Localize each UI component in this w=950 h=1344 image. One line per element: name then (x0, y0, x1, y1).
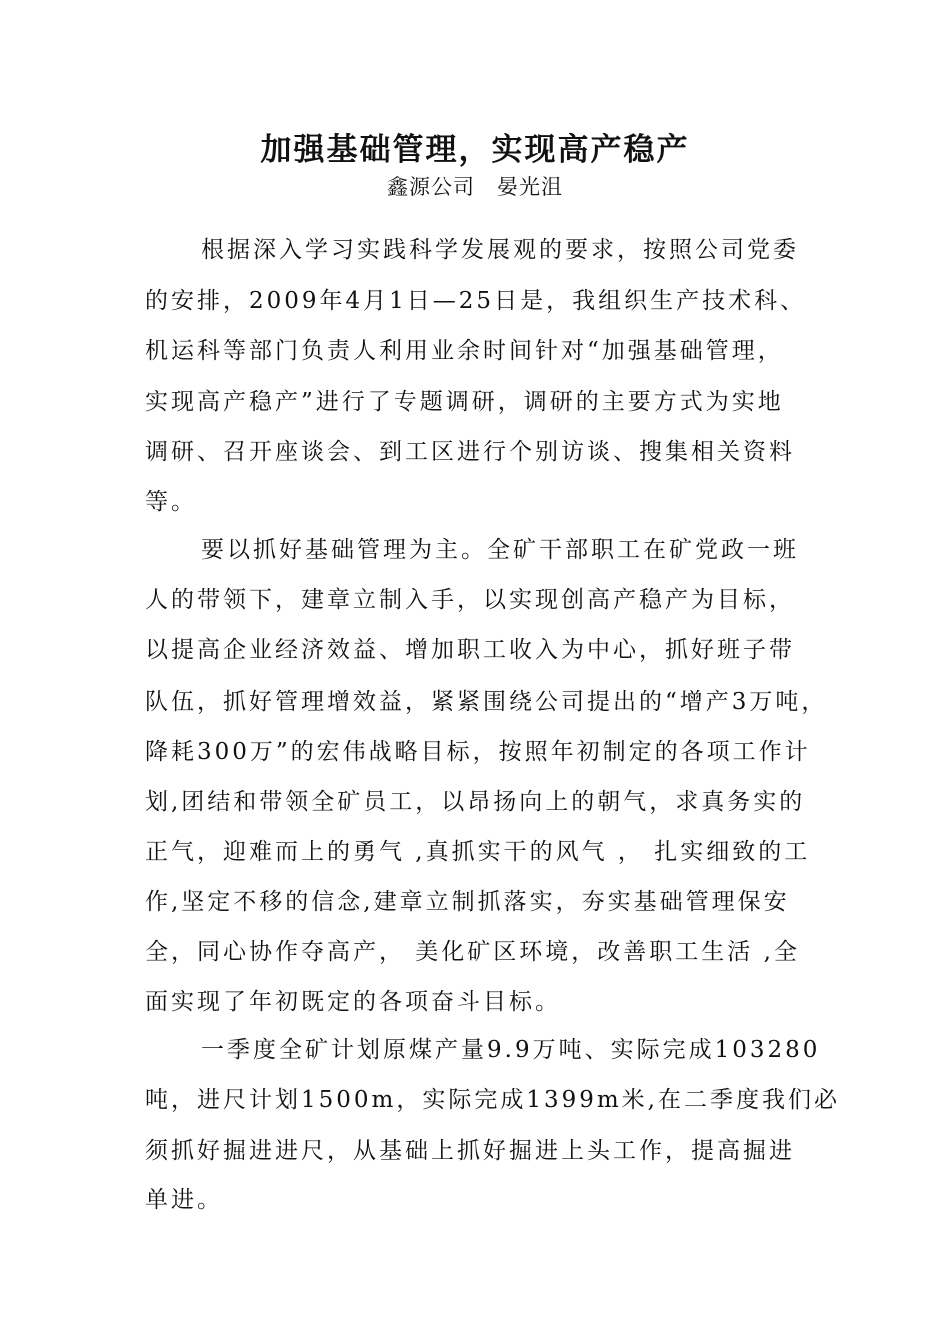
document-byline: 鑫源公司 晏光沮 (387, 175, 563, 199)
paragraph-2-line-6: 划,团结和带领全矿员工，以昂扬向上的朝气，求真务实的 (145, 789, 806, 815)
paragraph-2-line-2: 人的带领下，建章立制入手，以实现创高产稳产为目标， (145, 587, 795, 613)
paragraph-2-line-5: 降耗300万”的宏伟战略目标，按照年初制定的各项工作计 (145, 739, 811, 765)
paragraph-1-line-3: 机运科等部门负责人利用业余时间针对“加强基础管理， (145, 338, 784, 364)
paragraph-1-line-1: 根据深入学习实践科学发展观的要求，按照公司党委 (201, 237, 799, 263)
paragraph-2-line-1: 要以抓好基础管理为主。全矿干部职工在矿党政一班 (201, 537, 799, 563)
paragraph-2-line-9: 全，同心协作夺高产， 美化矿区环境，改善职工生活 ,全 (145, 939, 800, 965)
paragraph-1-line-6: 等。 (145, 489, 197, 515)
paragraph-3-line-4: 单进。 (145, 1187, 223, 1213)
document-title: 加强基础管理，实现高产稳产 (260, 132, 690, 168)
paragraph-3-line-2: 吨，进尺计划1500m，实际完成1399m米,在二季度我们必 (145, 1087, 840, 1113)
paragraph-2-line-4: 队伍，抓好管理增效益，紧紧围绕公司提出的“增产3万吨， (145, 689, 828, 715)
paragraph-2-line-10: 面实现了年初既定的各项奋斗目标。 (145, 989, 561, 1015)
paragraph-3-line-3: 须抓好掘进进尺，从基础上抓好掘进上头工作，提高掘进 (145, 1138, 795, 1164)
paragraph-3-line-1: 一季度全矿计划原煤产量9.9万吨、实际完成103280 (201, 1037, 821, 1063)
paragraph-1-line-2: 的安排，2009年4月1日—25日是，我组织生产技术科、 (145, 288, 807, 314)
paragraph-1-line-4: 实现高产稳产”进行了专题调研，调研的主要方式为实地 (145, 389, 784, 415)
paragraph-2-line-3: 以提高企业经济效益、增加职工收入为中心，抓好班子带 (145, 637, 795, 663)
paragraph-2-line-8: 作,坚定不移的信念,建章立制抓落实，夯实基础管理保安 (145, 889, 790, 915)
paragraph-1-line-5: 调研、召开座谈会、到工区进行个别访谈、搜集相关资料 (145, 439, 795, 465)
paragraph-2-line-7: 正气，迎难而上的勇气 ,真抓实干的风气 ， 扎实细致的工 (145, 839, 811, 865)
